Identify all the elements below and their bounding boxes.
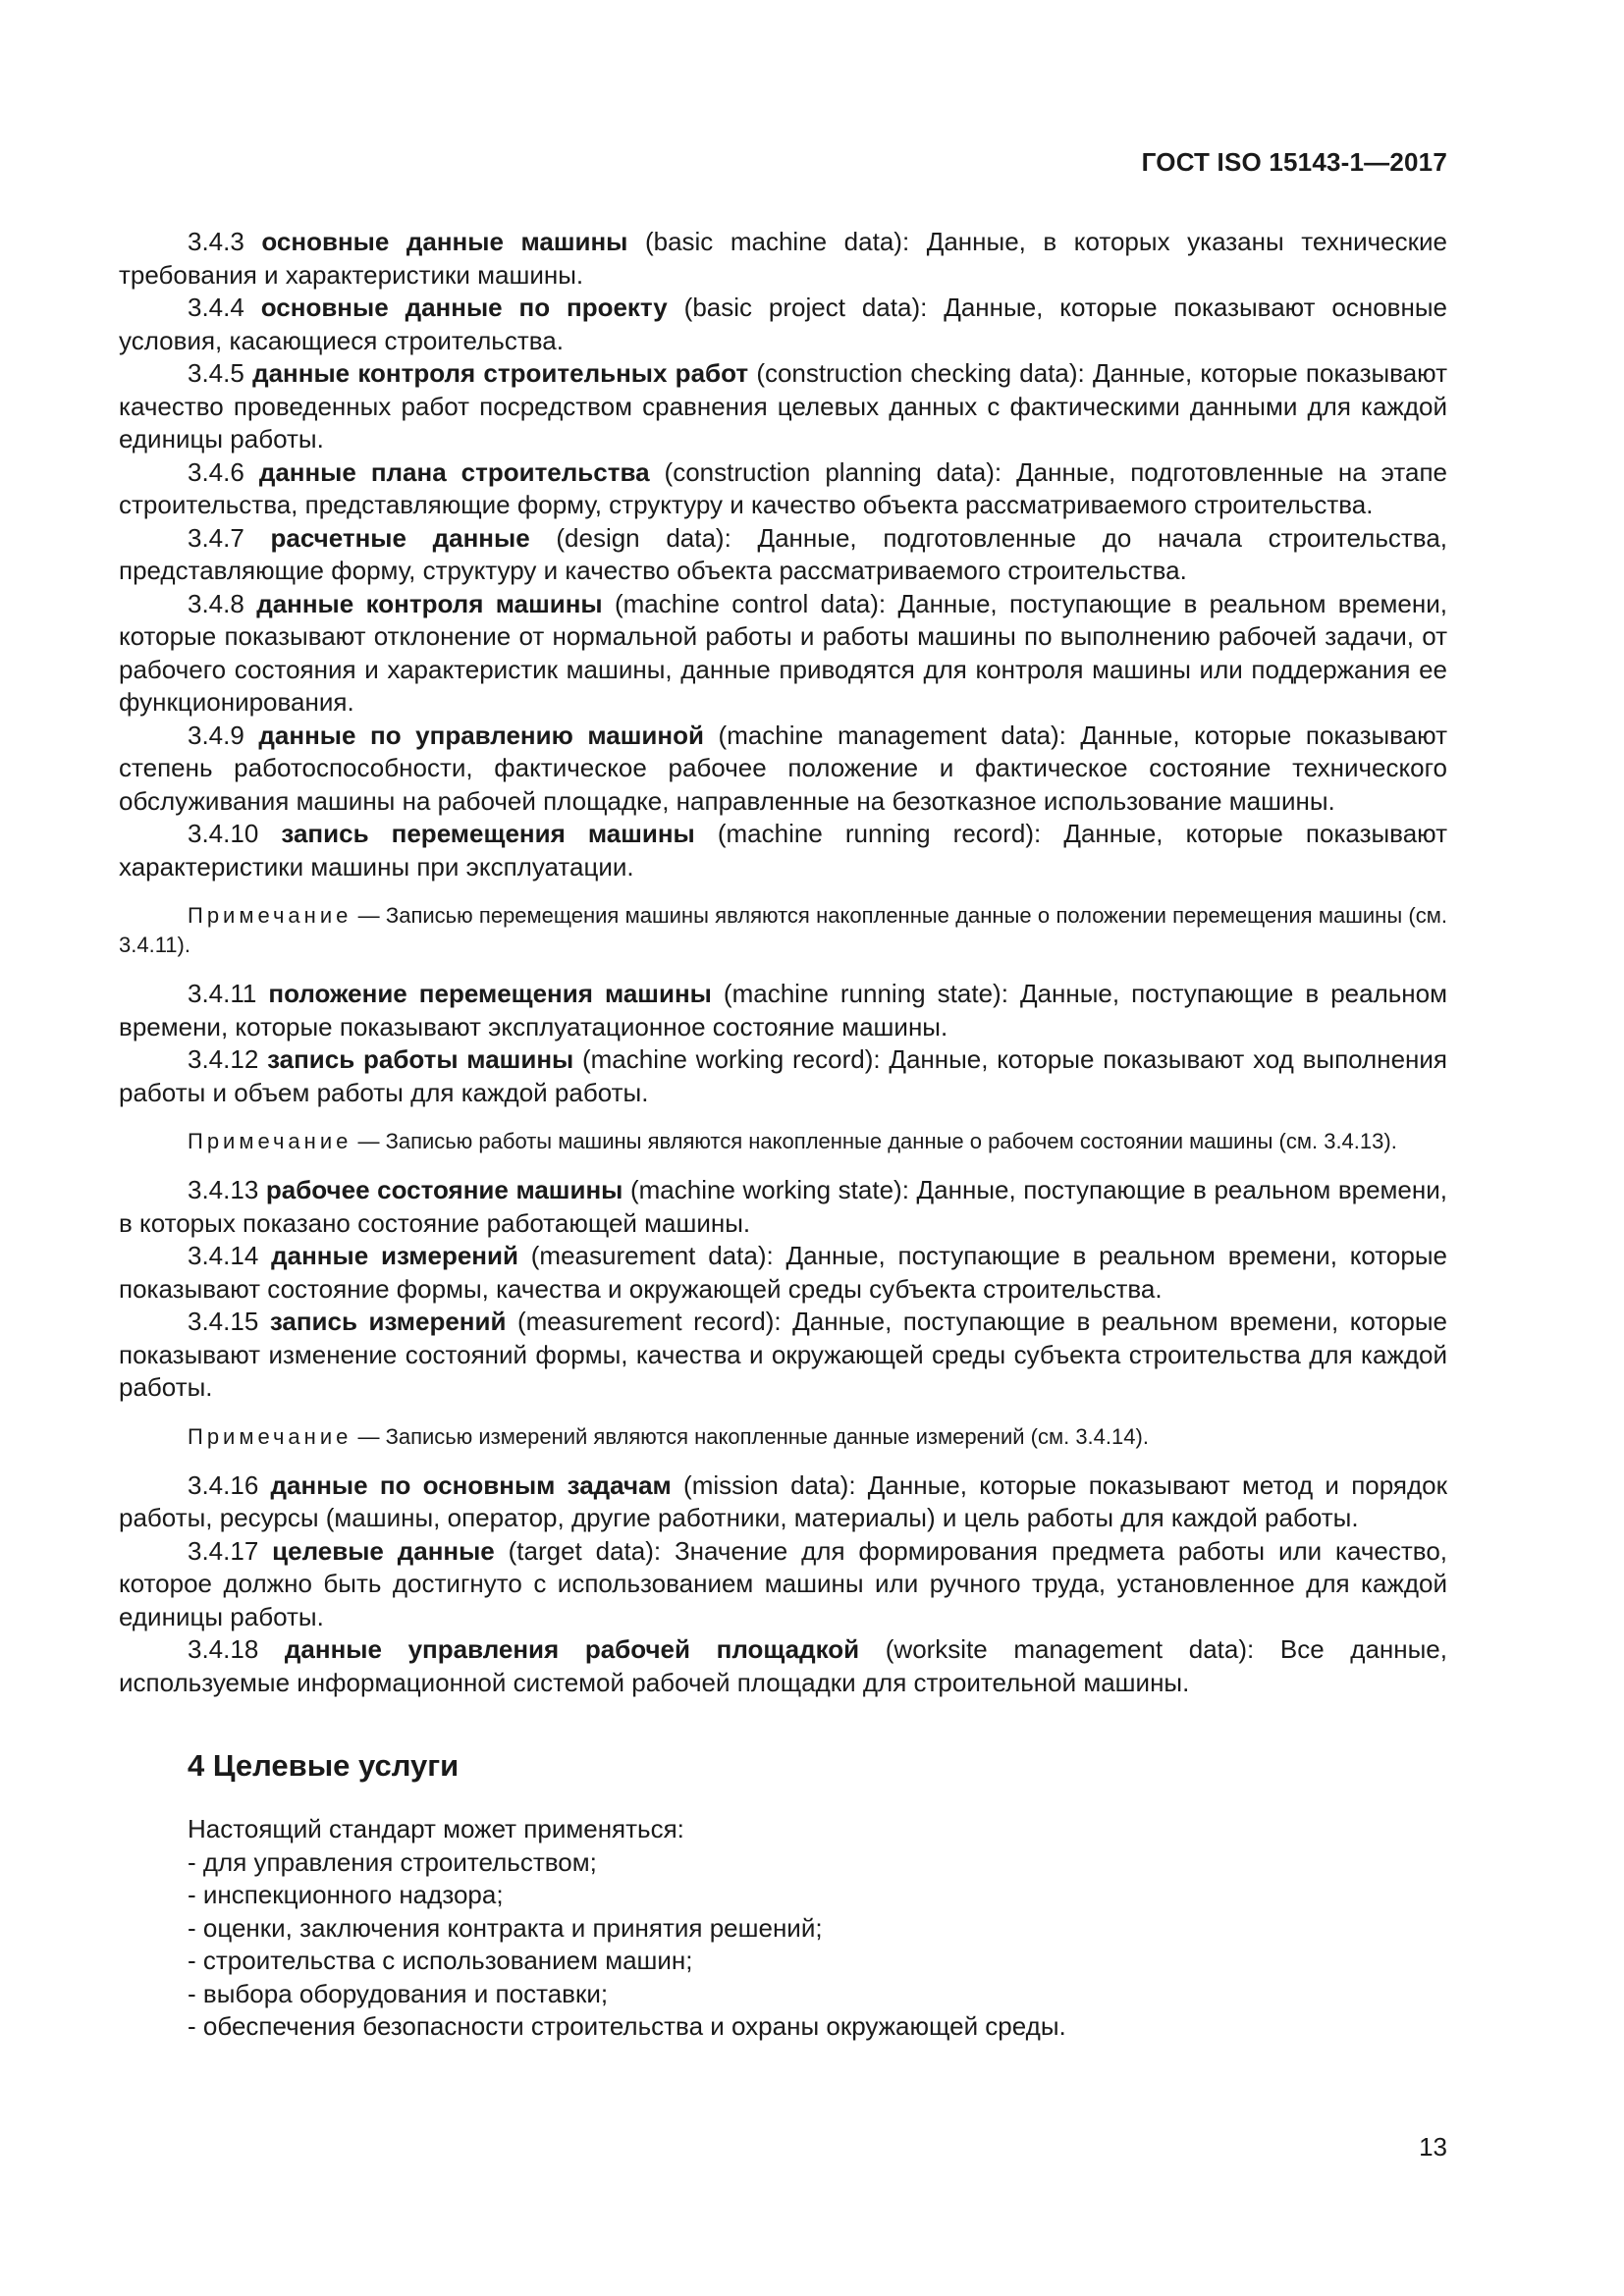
definition-text: (machine control data): Данные, поступающие в реальном времени, которые показывают отклонение от нормальной работы и работы машины по выполнению рабочей задачи, от рабочего состояния и характеристик машины, данные приводятся для контроля машины или поддержания ее функционирования.: [119, 588, 1447, 717]
document-code-header: ГОСТ ISO 15143-1—2017: [1141, 147, 1447, 177]
definition-number: 3.4.12: [188, 1044, 259, 1074]
definition-number: 3.4.3: [188, 227, 244, 256]
definition-term: данные контроля машины: [256, 588, 603, 618]
definition-3-4-14: [119, 1240, 1447, 1306]
list-item: - строительства с использованием машин;: [188, 1946, 693, 1975]
definition-term: положение перемещения машины: [268, 979, 712, 1008]
definition-text: (target data): Значение для формирования предмета работы или качество, которое должно быть достигнуто с использованием машины или ручного труда, установленное для каждой единицы работы.: [119, 1535, 1448, 1631]
definition-number: 3.4.8: [188, 588, 244, 618]
definition-3-4-17: [119, 1535, 1447, 1634]
list-item: - выбора оборудования и поставки;: [188, 1978, 609, 2008]
note-text: — Записью измерений являются накопленные данные измерений (см. 3.4.14).: [352, 1423, 1149, 1449]
list-item: - обеспечения безопасности строительства и охраны окружающей среды.: [188, 2011, 1066, 2041]
definition-3-4-18: [119, 1633, 1447, 1699]
definition-text: (machine working state): Данные, поступающие в реальном времени, в которых показано состояние работающей машины.: [119, 1175, 1447, 1238]
definition-3-4-13: [119, 1174, 1447, 1240]
definition-text: (mission data): Данные, которые показывают метод и порядок работы, ресурсы (машины, оператор, другие работники, материалы) и цель работы для каждой работы.: [119, 1469, 1447, 1532]
definition-term: расчетные данные: [270, 522, 530, 553]
definition-number: 3.4.15: [188, 1307, 259, 1336]
note-label: Примечание: [188, 1129, 352, 1153]
definition-3-4-11: [119, 978, 1447, 1043]
definition-number: 3.4.10: [188, 819, 259, 848]
definition-number: 3.4.14: [188, 1241, 259, 1270]
definition-term: данные управления рабочей площадкой: [284, 1634, 860, 1664]
definition-number: 3.4.16: [188, 1469, 259, 1500]
list-item: - оценки, заключения контракта и принятия решений;: [188, 1912, 823, 1943]
definition-text: (machine working record): Данные, которые показывают ход выполнения работы и объем работы для каждой работы.: [119, 1044, 1448, 1107]
definition-term: запись измерений: [269, 1307, 507, 1336]
list-item: - для управления строительством;: [188, 1846, 597, 1877]
definition-text: (measurement record): Данные, поступающие в реальном времени, которые показывают изменение состояний формы, качества и окружающей среды субъекта строительства для каждой работы.: [119, 1307, 1447, 1402]
definition-term: данные измерений: [271, 1241, 518, 1270]
definition-3-4-4: [119, 292, 1447, 357]
definition-term: запись работы машины: [267, 1044, 574, 1074]
definition-term: целевые данные: [272, 1535, 495, 1566]
note-running-record: [119, 901, 1447, 960]
page-number: 13: [1419, 2132, 1447, 2162]
note-label: Примечание: [188, 1423, 352, 1449]
definition-term: данные контроля строительных работ: [252, 358, 749, 388]
definition-number: 3.4.5: [188, 358, 244, 388]
note-working-record: [119, 1127, 1447, 1156]
page-content: [119, 226, 1447, 2044]
definition-text: (construction planning data): Данные, подготовленные на этапе строительства, представляющие форму, структуру и качество объекта рассматриваемого строительства.: [119, 456, 1447, 519]
definition-text: (design data): Данные, подготовленные до начала строительства, представляющие форму, структуру и качество объекта рассматриваемого строительства.: [119, 522, 1447, 585]
definition-text: (machine running state): Данные, поступающие в реальном времени, которые показывают эксплуатационное состояние машины.: [119, 979, 1447, 1041]
definition-3-4-12: [119, 1043, 1447, 1109]
definition-number: 3.4.17: [188, 1535, 259, 1566]
definition-text: (machine management data): Данные, которые показывают степень работоспособности, фактическое рабочее положение и фактическое состояние технического обслуживания машины на рабочей площадке, направленные на безотказное использование машины.: [119, 720, 1447, 816]
section-4-intro: Настоящий стандарт может применяться:: [188, 1814, 684, 1843]
definition-term: запись перемещения машины: [281, 819, 695, 848]
definition-text: (machine running record): Данные, которые показывают характеристики машины при эксплуатации.: [119, 819, 1447, 881]
definition-term: данные по управлению машиной: [258, 720, 704, 750]
definition-term: рабочее состояние машины: [265, 1175, 623, 1204]
definition-text: (worksite management data): Все данные, используемые информационной системой рабочей площадки для строительной машины.: [119, 1634, 1447, 1697]
definition-term: основные данные по проекту: [260, 293, 668, 322]
definition-3-4-7: [119, 522, 1447, 588]
definition-3-4-15: [119, 1306, 1447, 1405]
definition-3-4-10: [119, 818, 1447, 883]
note-label: Примечание: [188, 903, 352, 928]
definition-text: (basic project data): Данные, которые показывают основные условия, касающиеся строительства.: [119, 293, 1447, 355]
definition-term: основные данные машины: [261, 227, 628, 256]
definition-number: 3.4.13: [188, 1175, 259, 1204]
definition-3-4-16: [119, 1469, 1447, 1535]
definition-term: данные по основным задачам: [270, 1469, 672, 1500]
definition-3-4-5: [119, 357, 1447, 456]
list-item: - инспекционного надзора;: [188, 1880, 504, 1909]
section-4-heading: 4 Целевые услуги: [188, 1748, 460, 1783]
definition-number: 3.4.7: [188, 522, 244, 553]
note-text: — Записью работы машины являются накопленные данные о рабочем состоянии машины (см. 3.4.13).: [352, 1129, 1397, 1153]
definition-text: (measurement data): Данные, поступающие в реальном времени, которые показывают состояние формы, качества и окружающей среды субъекта строительства.: [119, 1241, 1447, 1304]
definition-3-4-9: [119, 720, 1447, 819]
definition-3-4-8: [119, 588, 1447, 720]
definition-text: (construction checking data): Данные, которые показывают качество проведенных работ посредством сравнения целевых данных с фактическими данными для каждой единицы работы.: [119, 358, 1447, 454]
definition-term: данные плана строительства: [258, 456, 650, 487]
definition-number: 3.4.11: [188, 979, 257, 1008]
definition-number: 3.4.18: [188, 1634, 259, 1664]
definition-number: 3.4.4: [188, 293, 244, 322]
definition-number: 3.4.6: [188, 456, 244, 487]
note-text: — Записью перемещения машины являются накопленные данные о положении перемещения машины (см. 3.4.11).: [119, 903, 1447, 957]
definition-number: 3.4.9: [188, 720, 244, 750]
definition-text: (basic machine data): Данные, в которых указаны технические требования и характеристики машины.: [119, 227, 1447, 290]
definition-3-4-6: [119, 456, 1447, 522]
definition-3-4-3: [119, 226, 1447, 292]
note-measurement-record: [119, 1422, 1447, 1452]
